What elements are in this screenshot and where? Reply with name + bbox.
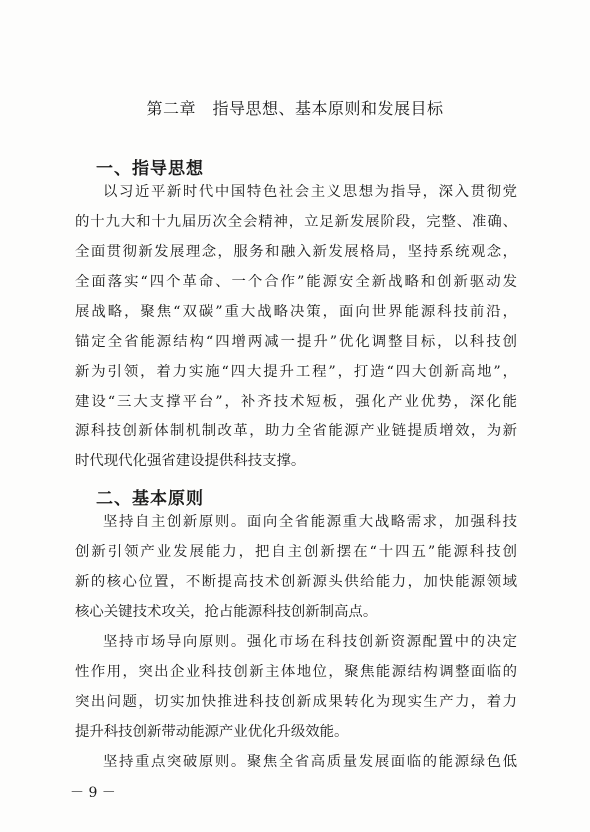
text-line: 时代现代化强省建设提供科技支撑。 [75,453,306,469]
text-line: 突出问题，切实加快推进科技创新成果转化为现实生产力，着力 [75,694,517,710]
text-line: 以习近平新时代中国特色社会主义思想为指导，深入贯彻党 [103,184,517,200]
text-line: 展战略，聚焦“双碳”重大战略决策，面向世界能源科技前沿， [75,304,517,320]
text-line: 坚持自主创新原则。面向全省能源重大战略需求，加强科技 [103,514,517,530]
text-line: 全面贯彻新发展理念，服务和融入新发展格局，坚持系统观念， [75,244,517,260]
section-heading-guiding-ideology: 一、指导思想 [96,159,204,179]
text-line: 的十九大和十九届历次全会精神，立足新发展阶段，完整、准确、 [75,214,517,230]
page-number: － 9 － [70,785,116,801]
text-line: 全面落实“四个革命、一个合作”能源安全新战略和创新驱动发 [75,274,517,290]
text-line: 坚持重点突破原则。聚焦全省高质量发展面临的能源绿色低 [103,754,517,770]
text-line: 新为引领，着力实施“四大提升工程”，打造“四大创新高地”， [75,364,517,380]
text-line: 坚持市场导向原则。强化市场在科技创新资源配置中的决定 [103,634,517,650]
text-line: 源科技创新体制机制改革，助力全省能源产业链提质增效，为新 [75,423,517,439]
chapter-title: 第二章 指导思想、基本原则和发展目标 [146,99,444,118]
text-line: 建设“三大支撑平台”，补齐技术短板，强化产业优势，深化能 [75,394,517,410]
text-line: 提升科技创新带动能源产业优化升级效能。 [75,724,349,740]
section-heading-basic-principles: 二、基本原则 [96,489,204,509]
text-line: 新的核心位置，不断提高技术创新源头供给能力，加快能源领域 [75,574,517,590]
text-line: 核心关键技术攻关，抢占能源科技创新制高点。 [75,604,378,620]
text-line: 创新引领产业发展能力，把自主创新摆在“十四五”能源科技创 [75,544,517,560]
text-line: 性作用，突出企业科技创新主体地位，聚焦能源结构调整面临的 [75,664,517,680]
text-line: 锚定全省能源结构“四增两减一提升”优化调整目标，以科技创 [75,334,517,350]
